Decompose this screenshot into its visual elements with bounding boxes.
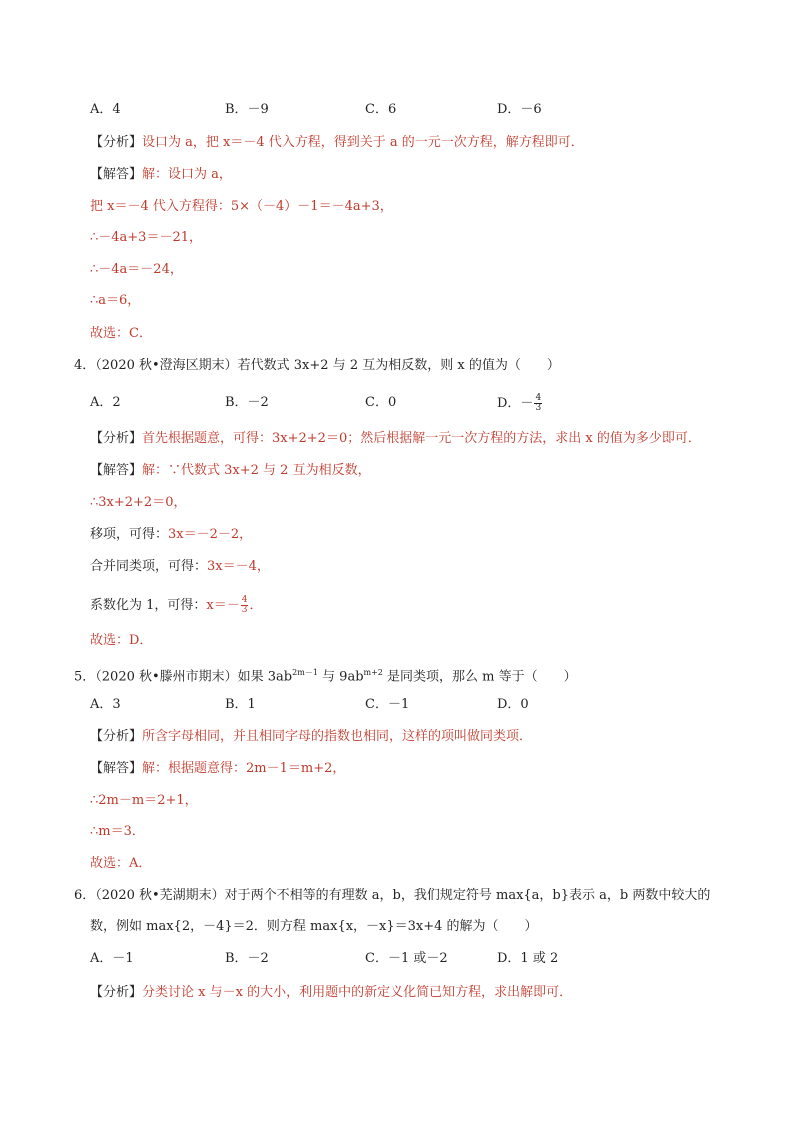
q5-analysis-text: 所含字母相同，并且相同字母的指数也相同，这样的项叫做同类项． <box>142 729 533 744</box>
q3-solution-intro: 解：设口为 a， <box>142 167 232 182</box>
q4-step4-fraction: $\frac{4}{3}$ <box>241 595 248 615</box>
q6-stem-line-1: 6．（2020 秋•芜湖期末）对于两个不相等的有理数 a，b，我们规定符号 max{a，b}表示 a，b 两数中较大的 <box>74 888 711 903</box>
q4-solution-label: 【解答】 <box>90 463 143 478</box>
q5-option-b: B．1 <box>225 697 256 712</box>
q6-option-c: C．－1 或－2 <box>365 951 448 966</box>
q4-solution-intro: 解：∵代数式 3x+2 与 2 互为相反数， <box>142 463 371 478</box>
q5-solution-intro: 解：根据题意得：2m－1＝m+2， <box>142 761 346 776</box>
q4-step-1: ∴3x+2+2＝0， <box>90 495 187 510</box>
q4-answer: 故选：D． <box>90 633 153 648</box>
q6-option-a: A．－1 <box>90 951 134 966</box>
q4-stem: 4．（2020 秋•澄海区期末）若代数式 3x+2 与 2 互为相反数，则 x 的值为（ ） <box>74 358 560 373</box>
q3-step: 把 x＝－4 代入方程得：5×（－4）－1＝－4a+3， <box>90 199 393 214</box>
q4-option-b: B．－2 <box>225 395 269 410</box>
q5-step-2: ∴m＝3． <box>90 824 145 839</box>
q3-step: ∴a＝6， <box>90 293 141 308</box>
q6-analysis-text: 分类讨论 x 与－x 的大小，利用题中的新定义化简已知方程，求出解即可． <box>142 985 573 1000</box>
q4-option-c: C．0 <box>365 395 397 410</box>
q4-analysis <box>90 430 701 448</box>
q3-analysis-text: 设口为 a，把 x＝－4 代入方程，得到关于 a 的一元一次方程，解方程即可． <box>142 135 584 150</box>
q4-step-4: 系数化为 1，可得：x＝－ $\frac{4}{3}$ ． <box>90 595 263 615</box>
q6-analysis-label: 【分析】 <box>90 985 143 1000</box>
q6-option-b: B．－2 <box>225 951 269 966</box>
q5-analysis-label: 【分析】 <box>90 729 143 744</box>
q3-option-c: C．6 <box>365 102 397 117</box>
q4-analysis-text: 首先根据题意，可得：3x+2+2＝0；然后根据解一元一次方程的方法，求出 x 的值为多少即可． <box>142 431 701 446</box>
q3-option-b: B．－9 <box>225 102 269 117</box>
q3-step: ∴－4a＝－24， <box>90 262 183 277</box>
q5-option-d: D．0 <box>497 697 529 712</box>
q3-solution <box>90 166 232 184</box>
q3-analysis <box>90 134 584 152</box>
q5-option-c: C．－1 <box>365 697 410 712</box>
q3-option-d: D．－6 <box>497 102 542 117</box>
q4-step-2: 移项，可得：3x＝－2－2， <box>90 527 253 542</box>
q5-solution-label: 【解答】 <box>90 761 143 776</box>
q4-option-d: D．－ $\frac{4}{3}$ <box>497 393 542 413</box>
q6-option-d: D．1 或 2 <box>497 951 559 966</box>
q4-analysis-label: 【分析】 <box>90 431 143 446</box>
q5-stem: 5．（2020 秋•滕州市期末）如果 $3ab^{2m-1}$ 与 $9ab^{m+2}$ 是同类项，那么 m 等于（ ） <box>74 668 577 685</box>
q5-analysis <box>90 728 532 746</box>
q3-analysis-label: 【分析】 <box>90 135 143 150</box>
q5-option-a: A．3 <box>90 697 121 712</box>
q4-option-a: A．2 <box>90 395 121 410</box>
q6-analysis <box>90 984 572 1002</box>
q5-answer: 故选：A． <box>90 856 152 871</box>
q5-solution <box>90 760 345 778</box>
q3-answer: 故选：C． <box>90 326 152 341</box>
q3-step: ∴－4a+3＝－21， <box>90 230 202 245</box>
q3-solution-label: 【解答】 <box>90 167 143 182</box>
q6-stem-line-2: 数，例如 max{2，－4}＝2．则方程 max{x，－x}＝3x+4 的解为（ ） <box>90 919 538 934</box>
q4-step-3: 合并同类项，可得：3x＝－4， <box>90 559 270 574</box>
q3-option-a: A．4 <box>90 102 121 117</box>
q4-option-d-fraction: $\frac{4}{3}$ <box>535 393 542 413</box>
q4-solution <box>90 462 371 480</box>
q5-step-1: ∴2m－m＝2+1， <box>90 793 198 808</box>
